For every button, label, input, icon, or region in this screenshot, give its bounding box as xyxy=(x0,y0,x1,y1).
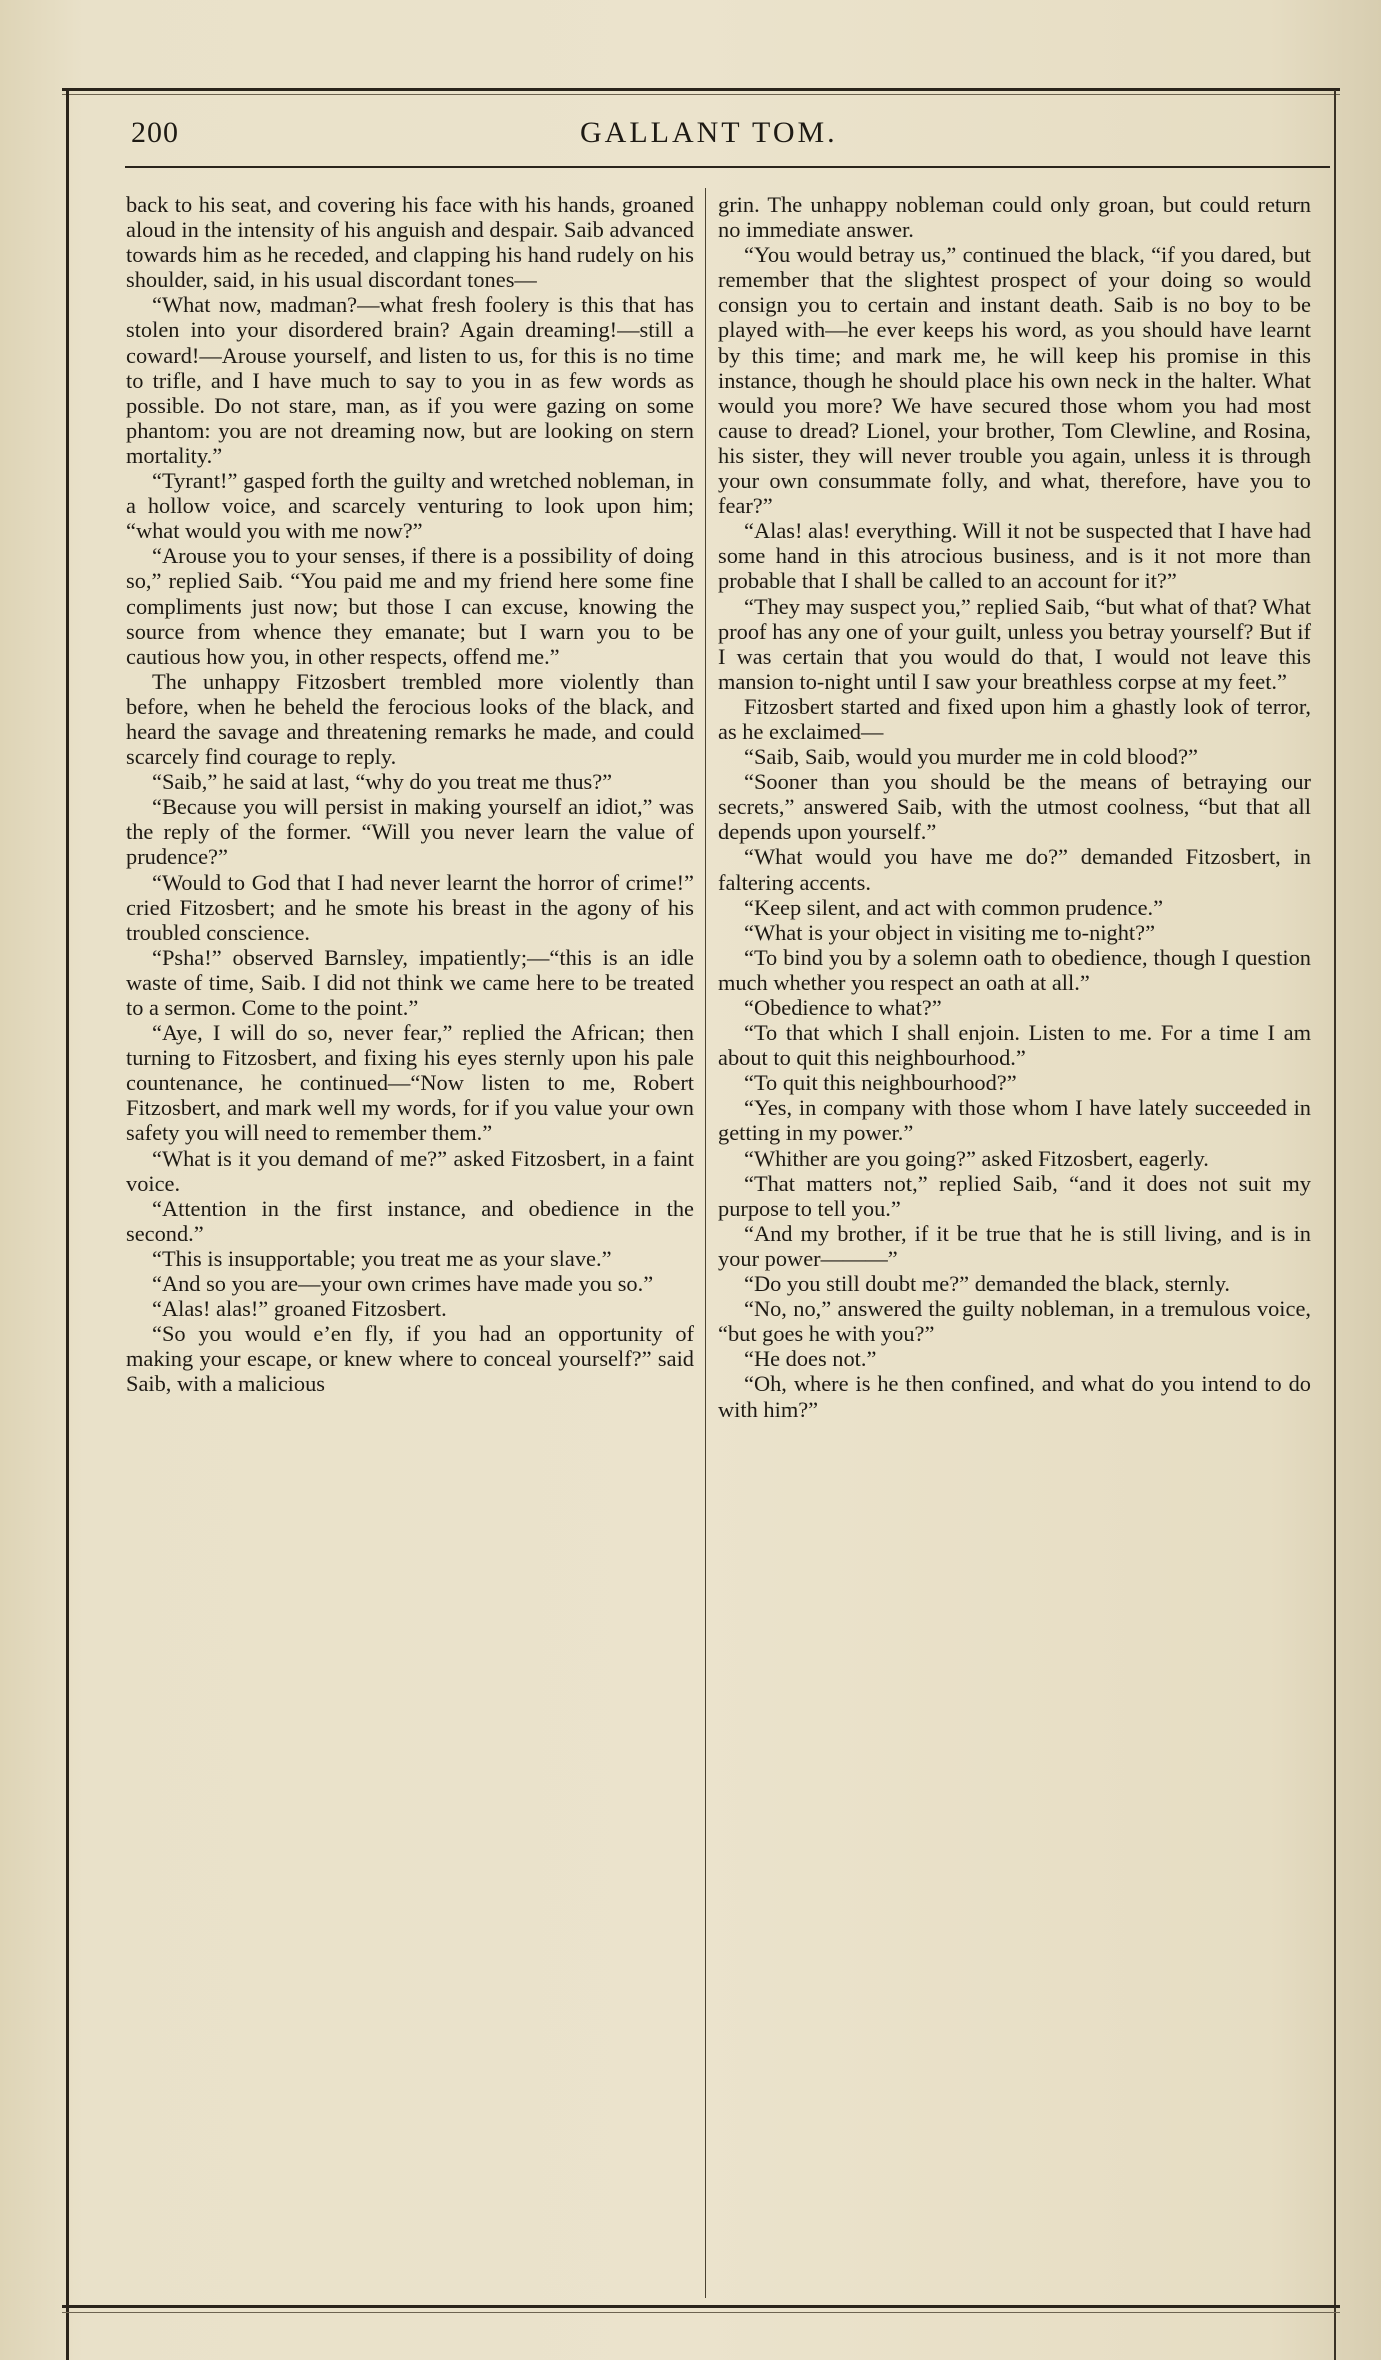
header-rule xyxy=(125,166,1330,168)
paragraph: “Saib, Saib, would you murder me in cold blood?” xyxy=(744,744,1198,770)
paragraph: “So you would e’en fly, if you had an opportunity of making your escape, or knew where to conceal yourself?” said Saib, with a malicious xyxy=(126,1321,694,1397)
right-text-column xyxy=(718,192,1311,2300)
paragraph: “He does not.” xyxy=(744,1346,877,1372)
column-divider xyxy=(705,188,706,2298)
paragraph: “Yes, in company with those whom I have lately succeeded in getting in my power.” xyxy=(718,1095,1311,1146)
paragraph: “This is insupportable; you treat me as your slave.” xyxy=(152,1245,612,1271)
paragraph: “Because you will persist in making yourself an idiot,” was the reply of the former. “Will you never learn the value of prudence?” xyxy=(126,794,694,870)
paragraph: “Do you still doubt me?” demanded the black, sternly. xyxy=(744,1271,1231,1297)
paragraph: “That matters not,” replied Saib, “and it does not suit my purpose to tell you.” xyxy=(718,1170,1311,1221)
page-header xyxy=(125,112,1325,162)
paragraph: “Arouse you to your senses, if there is a possibility of doing so,” replied Saib. “You paid me and my friend here some fine compliments just now; but those I can excuse, knowing the source from whence they emanate; but I warn you to be cautious how you, in other respects, offend me.” xyxy=(126,543,694,669)
paragraph: “To quit this neighbourhood?” xyxy=(744,1070,1017,1096)
paragraph: The unhappy Fitzosbert trembled more violently than before, when he beheld the ferocious looks of the black, and heard the savage and threatening remarks he made, and could scarcely find courage to reply. xyxy=(126,668,694,770)
paragraph: “Whither are you going?” asked Fitzosbert, eagerly. xyxy=(744,1145,1209,1171)
paragraph: “To bind you by a solemn oath to obedience, though I question much whether you respect an oath at all.” xyxy=(718,944,1311,995)
paragraph: “You would betray us,” continued the black, “if you dared, but remember that the slightest prospect of your doing so would consign you to certain and instant death. Saib is no boy to be played with—he ever keeps his word, as you should have learnt by this time; and mark me, he will keep his promise in this instance, though he should place his own neck in the halter. What would you more? We have secured those whom you had most cause to dread? Lionel, your brother, Tom Clewline, and Rosina, his sister, they will never trouble you again, unless it is through your own consummate folly, and what, therefore, have you to fear?” xyxy=(718,242,1311,519)
top-border-hairline xyxy=(62,94,1340,95)
left-text-column xyxy=(126,192,694,2300)
paragraph: “What would you have me do?” demanded Fitzosbert, in faltering accents. xyxy=(718,844,1311,895)
paragraph: “What is it you demand of me?” asked Fitzosbert, in a faint voice. xyxy=(126,1145,694,1196)
bottom-border-hairline xyxy=(62,2312,1340,2313)
paragraph: “What now, madman?—what fresh foolery is this that has stolen into your disordered brain? Again dreaming!—still a coward!—Arouse yourself, and listen to us, for this is no time to trifle, and I have much to say to you in as few words as possible. Do not stare, man, as if you were gazing on some phantom: you are not dreaming now, but are looking on stern mortality.” xyxy=(126,292,694,468)
paragraph: “Saib,” he said at last, “why do you treat me thus?” xyxy=(152,769,613,795)
paragraph: “Aye, I will do so, never fear,” replied the African; then turning to Fitzosbert, and fixing his eyes sternly upon his pale countenance, he continued—“Now listen to me, Robert Fitzosbert, and mark well my words, for if you value your own safety you will need to remember them.” xyxy=(126,1020,694,1146)
bottom-border-rule xyxy=(62,2305,1340,2308)
paragraph: grin. The unhappy nobleman could only groan, but could return no immediate answer. xyxy=(718,192,1311,243)
paragraph: “Attention in the first instance, and obedience in the second.” xyxy=(126,1195,694,1246)
paragraph: “Oh, where is he then confined, and what do you intend to do with him?” xyxy=(718,1371,1311,1422)
paragraph: “Sooner than you should be the means of betraying our secrets,” answered Saib, with the utmost coolness, “but that all depends upon yourself.” xyxy=(718,769,1311,845)
running-title: GALLANT TOM. xyxy=(580,116,838,149)
paragraph: Fitzosbert started and fixed upon him a ghastly look of terror, as he exclaimed— xyxy=(718,693,1311,744)
paragraph: “And my brother, if it be true that he is still living, and is in your power———” xyxy=(718,1220,1311,1271)
paragraph: “They may suspect you,” replied Saib, “but what of that? What proof has any one of your guilt, unless you betray yourself? But if I was certain that you would do that, I would not leave this mansion to-night until I saw your breathless corpse at my feet.” xyxy=(718,593,1311,694)
paragraph: “No, no,” answered the guilty nobleman, in a tremulous voice, “but goes he with you?” xyxy=(718,1296,1311,1347)
paragraph: “Psha!” observed Barnsley, impatiently;—“this is an idle waste of time, Saib. I did not think we came here to be treated to a sermon. Come to the point.” xyxy=(126,944,694,1020)
paragraph: “Alas! alas! everything. Will it not be suspected that I have had some hand in this atrocious business, and is it not more than probable that I shall be called to an account for it?” xyxy=(718,518,1311,594)
paragraph: “Would to God that I had never learnt the horror of crime!” cried Fitzosbert; and he smote his breast in the agony of his troubled conscience. xyxy=(126,869,694,945)
paragraph: “To that which I shall enjoin. Listen to me. For a time I am about to quit this neighbourhood.” xyxy=(718,1020,1311,1071)
paragraph: back to his seat, and covering his face with his hands, groaned aloud in the intensity of his anguish and despair. Saib advanced towards him as he receded, and clapping his hand rudely on his shoulder, said, in his usual discordant tones— xyxy=(126,192,694,293)
right-border-rule xyxy=(1334,90,1336,2360)
page-number: 200 xyxy=(131,116,179,149)
paragraph: “Alas! alas!” groaned Fitzosbert. xyxy=(152,1296,447,1322)
paragraph: “Keep silent, and act with common prudence.” xyxy=(744,894,1164,920)
top-border-rule xyxy=(62,88,1340,91)
paragraph: “What is your object in visiting me to-night?” xyxy=(744,919,1156,945)
paragraph: “And so you are—your own crimes have made you so.” xyxy=(152,1271,654,1297)
paragraph: “Obedience to what?” xyxy=(744,995,942,1020)
left-border-rule xyxy=(66,90,69,2360)
paragraph: “Tyrant!” gasped forth the guilty and wretched nobleman, in a hollow voice, and scarcely venturing to look upon him; “what would you with me now?” xyxy=(126,468,694,544)
